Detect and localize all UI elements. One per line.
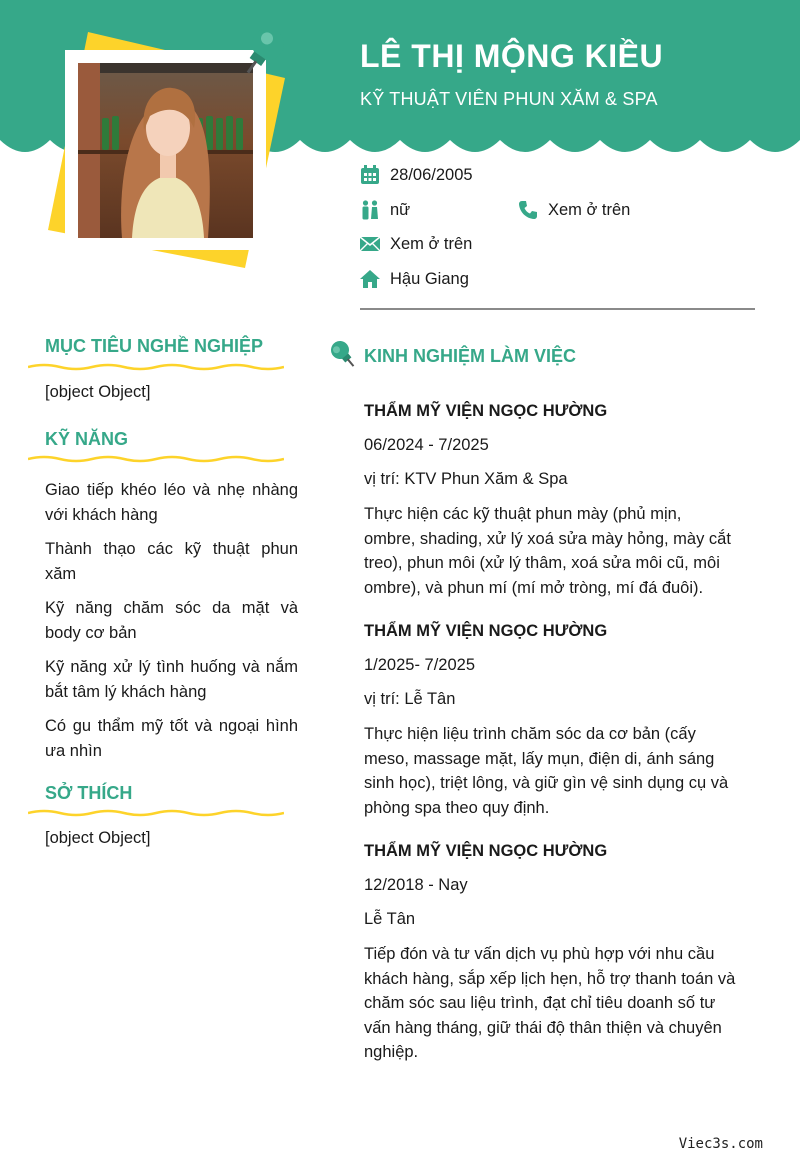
skill-item: Giao tiếp khéo léo và nhẹ nhàng với khách hàng [45, 481, 298, 524]
skills-heading: KỸ NĂNG [45, 429, 129, 449]
gender-text: nữ [390, 200, 411, 219]
envelope-icon [360, 234, 380, 254]
address-text: Hậu Giang [390, 269, 469, 288]
skill-item: Kỹ năng chăm sóc da mặt và body cơ bản [45, 599, 298, 642]
skill-item: Kỹ năng xử lý tình huống và nắm bắt tâm lý khách hàng [45, 658, 298, 701]
skill-item: Thành thạo các kỹ thuật phun xăm [45, 540, 298, 583]
company-name: THẨM MỸ VIỆN NGỌC HƯỜNG [364, 402, 608, 420]
contact-gender [360, 200, 410, 220]
experience-entry [364, 842, 736, 1065]
wave-underline [28, 454, 284, 464]
contact-email [360, 234, 472, 254]
job-position: vị trí: KTV Phun Xăm & Spa [364, 470, 568, 488]
employment-period: 1/2025- 7/2025 [364, 656, 476, 674]
candidate-name: LÊ THỊ MỘNG KIỀU [360, 38, 664, 74]
gender-icon [360, 200, 380, 220]
company-name: THẨM MỸ VIỆN NGỌC HƯỜNG [364, 842, 608, 860]
footer-brand: Viec3s.com [678, 1136, 763, 1152]
employment-period: 06/2024 - 7/2025 [364, 436, 489, 454]
skills-list [45, 478, 298, 773]
experience-entry [364, 402, 736, 600]
calendar-icon [360, 165, 380, 185]
phone-text: Xem ở trên [548, 200, 631, 219]
profile-photo-frame [0, 0, 320, 290]
job-position: vị trí: Lễ Tân [364, 690, 456, 708]
skill-item: Có gu thẩm mỹ tốt và ngoại hình ưa nhìn [45, 717, 298, 760]
header-divider [360, 308, 755, 310]
objective-heading: MỤC TIÊU NGHỀ NGHIỆP [45, 336, 264, 356]
wave-underline [28, 362, 284, 372]
birthdate-text: 28/06/2005 [390, 165, 473, 184]
employment-period: 12/2018 - Nay [364, 876, 468, 894]
job-description: Thực hiện liệu trình chăm sóc da cơ bản (cấy meso, massage mặt, lấy mụn, điện di, ánh sáng sinh học), triệt lông, và giữ gìn vệ sinh dụng cụ và phòng spa theo quy định. [364, 725, 729, 817]
email-text: Xem ở trên [390, 234, 473, 253]
experience-heading: KINH NGHIỆM LÀM VIỆC [364, 346, 577, 366]
job-title: KỸ THUẬT VIÊN PHUN XĂM & SPA [360, 89, 658, 109]
contact-address [360, 269, 469, 289]
job-position: Lễ Tân [364, 910, 416, 928]
contact-birthdate [360, 165, 473, 185]
avatar [78, 63, 253, 238]
company-name: THẨM MỸ VIỆN NGỌC HƯỜNG [364, 622, 608, 640]
contact-phone [518, 200, 630, 220]
experience-entry [364, 622, 736, 820]
objective-text: [object Object] [45, 383, 151, 401]
wave-underline [28, 808, 284, 818]
job-description: Tiếp đón và tư vấn dịch vụ phù hợp với nhu cầu khách hàng, sắp xếp lịch hẹn, hỗ trợ thanh toán và chăm sóc sau liệu trình, đạt chỉ tiêu doanh số tư vấn hàng tháng, giữ thái độ thân thiện và chuyên nghiệp. [364, 945, 736, 1061]
home-icon [360, 269, 380, 289]
hobbies-heading: SỞ THÍCH [45, 783, 133, 803]
push-pin-icon [328, 338, 356, 368]
experience-list [364, 402, 736, 1087]
phone-icon [518, 200, 538, 220]
job-description: Thực hiện các kỹ thuật phun mày (phủ mịn, ombre, shading, xử lý xoá sửa mày hỏng, mày cắt treo), phun môi (xử lý thâm, xoá sửa môi cũ, môi ombre), và phun mí (mí mở tròng, mí đá đuôi). [364, 505, 731, 597]
hobbies-text: [object Object] [45, 829, 151, 847]
